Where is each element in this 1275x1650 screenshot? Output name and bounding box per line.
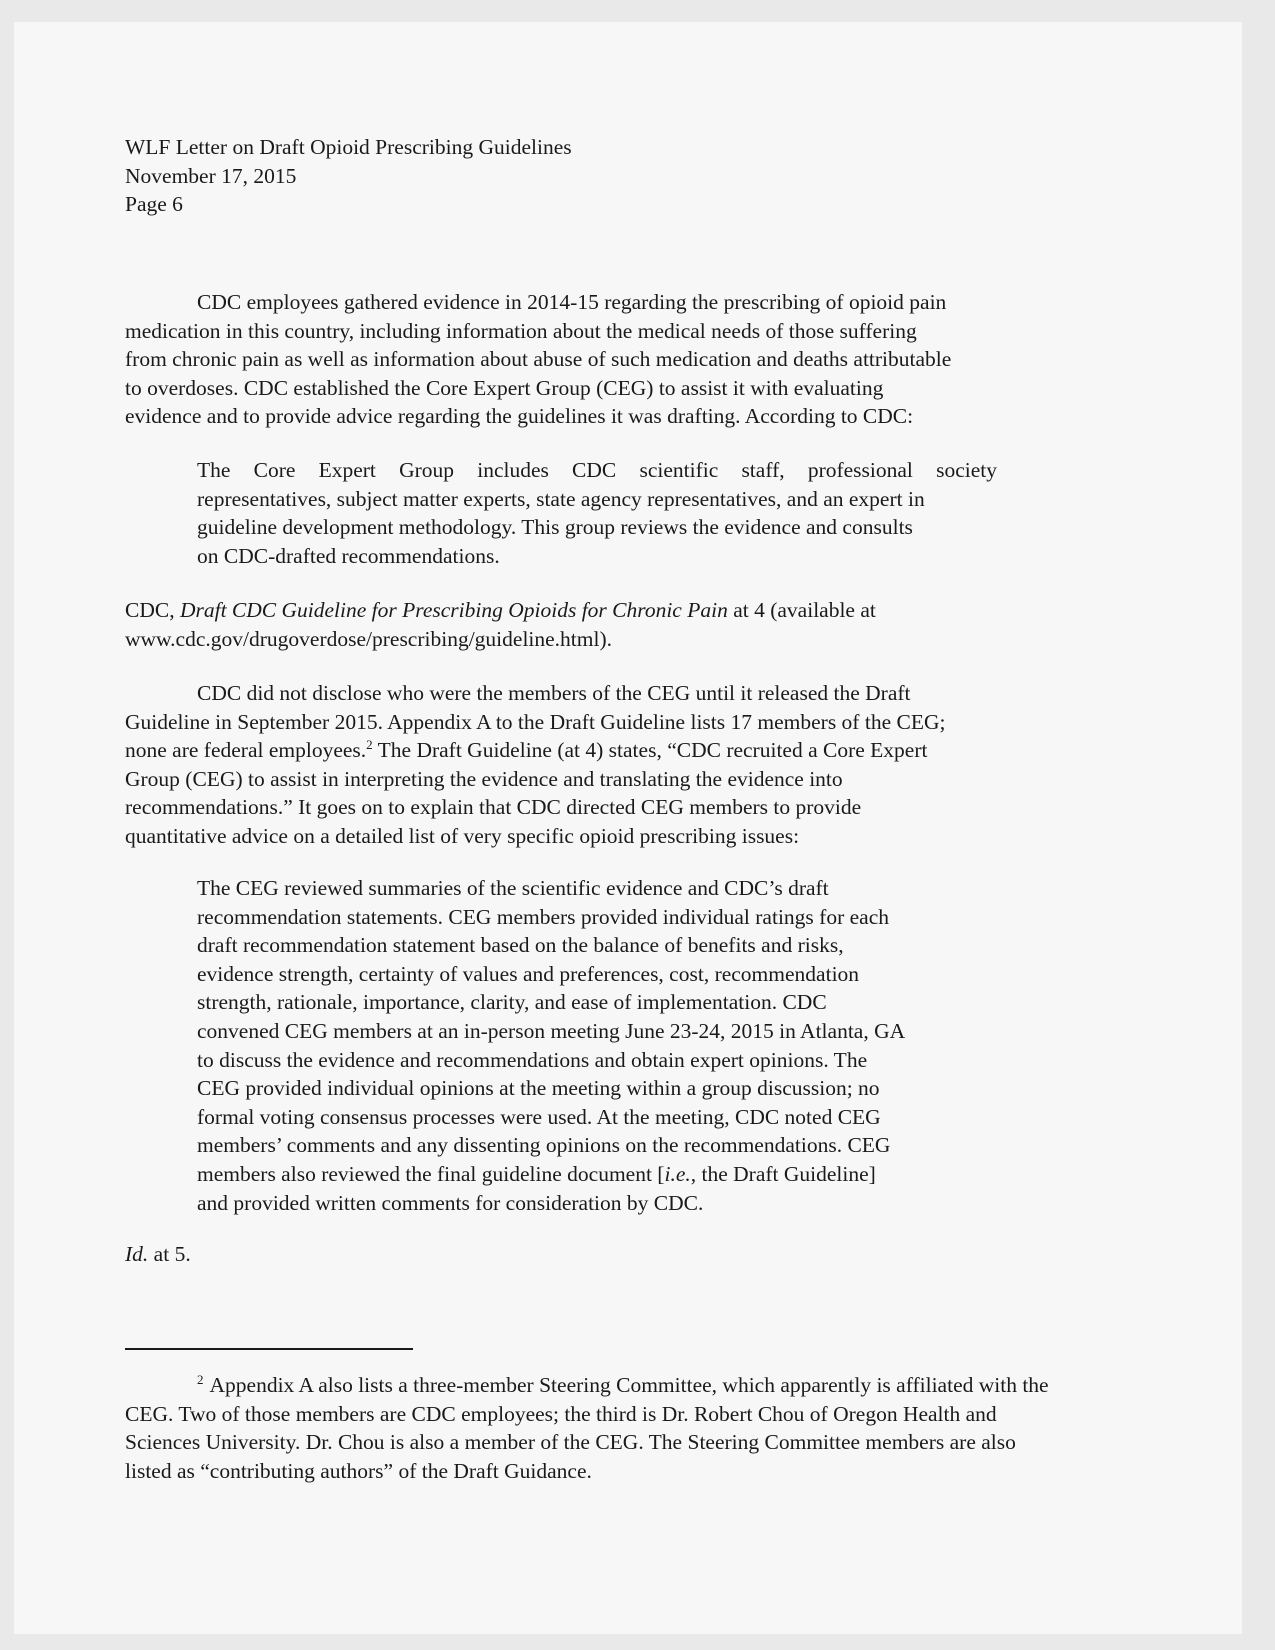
block-quote-line: The CEG reviewed summaries of the scientific evidence and CDC’s draft xyxy=(197,876,829,900)
header-date: November 17, 2015 xyxy=(125,163,297,188)
citation-2-id: Id. xyxy=(125,1242,149,1266)
block-quote-text: , the Draft Guideline] xyxy=(690,1161,876,1186)
paragraph-1-line: medication in this country, including information about the medical needs of those suffering xyxy=(125,318,917,343)
letter-header xyxy=(125,133,925,219)
citation-2-line xyxy=(125,1240,1055,1269)
block-quote-line: to discuss the evidence and recommendations and obtain expert opinions. The xyxy=(197,1047,868,1072)
header-page-number: Page 6 xyxy=(125,192,183,217)
citation-1-title: Draft CDC Guideline for Prescribing Opioids for Chronic Pain xyxy=(179,598,728,622)
block-quote-line: strength, rationale, importance, clarity, and ease of implementation. CDC xyxy=(197,990,827,1015)
block-quote-line: members’ comments and any dissenting opinions on the recommendations. CEG xyxy=(197,1133,891,1158)
block-quote-italic: i.e. xyxy=(664,1161,691,1186)
footnote-line: Steering Committee members are also listed as “contributing authors” of the Draft Guidance. xyxy=(125,1430,1016,1483)
paragraph-2-line: Group (CEG) to assist in interpreting the evidence and translating the evidence into xyxy=(125,766,843,791)
block-quote-2 xyxy=(197,874,997,1217)
block-quote-line: convened CEG members at an in-person meeting June 23-24, 2015 in Atlanta, GA xyxy=(197,1018,906,1043)
block-quote-line: evidence strength, certainty of values and preferences, cost, recommendation xyxy=(197,961,860,986)
citation-1 xyxy=(125,596,1055,653)
paragraph-2-line: quantitative advice on a detailed list of very specific opioid prescribing issues: xyxy=(125,823,800,848)
citation-1-prefix: CDC, xyxy=(125,598,180,622)
paragraph-1-line: evidence and to provide advice regarding the guidelines it was drafting. According to CDC: xyxy=(125,404,914,429)
block-quote-line: CEG provided individual opinions at the meeting within a group discussion; no xyxy=(197,1076,880,1101)
block-quote-line: and provided written comments for consideration by CDC. xyxy=(197,1190,704,1215)
block-quote-line: guideline development methodology. This group reviews the evidence and consults xyxy=(197,515,913,540)
block-quote-line: representatives, subject matter experts, state agency representatives, and an expert in xyxy=(197,486,925,511)
block-quote-line: recommendation statements. CEG members provided individual ratings for each xyxy=(197,904,889,929)
paragraph-1-line: to overdoses. CDC established the Core Expert Group (CEG) to assist it with evaluating xyxy=(125,375,884,400)
block-quote-line: formal voting consensus processes were used. At the meeting, CDC noted CEG xyxy=(197,1104,881,1129)
footnote-line: affiliated with the CEG. Two of those members are CDC employees; the third is Dr. Robert xyxy=(125,1373,1049,1426)
citation-2-pin: at 5. xyxy=(148,1242,191,1266)
block-quote-text: members also reviewed the final guideline document [ xyxy=(197,1161,665,1186)
block-quote-line: draft recommendation statement based on the balance of benefits and risks, xyxy=(197,933,844,958)
paragraph-2-line: CDC did not disclose who were the members of the CEG until it released the Draft xyxy=(197,681,911,705)
paragraph-2 xyxy=(125,679,1055,851)
block-quote-line xyxy=(197,1160,997,1189)
footnote-text: Appendix A also lists a three-member Steering Committee, which apparently is xyxy=(209,1373,891,1397)
citation-1-suffix: at 4 (available at xyxy=(727,598,876,622)
paragraph-2-line: recommendations.” It goes on to explain that CDC directed CEG members to provide xyxy=(125,795,862,820)
header-title: WLF Letter on Draft Opioid Prescribing Guidelines xyxy=(125,135,572,159)
footnote-2 xyxy=(125,1371,1055,1485)
paragraph-2-text: none are federal employees. xyxy=(125,738,367,763)
paragraph-1-line: CDC employees gathered evidence in 2014-15 regarding the prescribing of opioid pain xyxy=(197,290,947,314)
paragraph-2-line xyxy=(125,736,1055,765)
footnote-line xyxy=(125,1373,891,1397)
block-quote-1 xyxy=(197,456,997,570)
footnote-number: 2 xyxy=(197,1372,204,1387)
citation-1-url: www.cdc.gov/drugoverdose/prescribing/guideline.html). xyxy=(125,626,613,651)
footnote-line: Chou of Oregon Health and Sciences University. Dr. Chou is also a member of the CEG. The xyxy=(125,1401,997,1455)
citation-1-line xyxy=(125,596,1055,625)
paragraph-1 xyxy=(125,288,1055,431)
footnote-reference: 2 xyxy=(366,737,373,753)
footnote-separator xyxy=(125,1348,413,1350)
citation-2 xyxy=(125,1240,1055,1269)
paragraph-2-text: The Draft Guideline (at 4) states, “CDC recruited a Core Expert xyxy=(372,738,928,763)
block-quote-line: on CDC-drafted recommendations. xyxy=(197,543,500,568)
paragraph-2-line: Guideline in September 2015. Appendix A to the Draft Guideline lists 17 members of the CEG; xyxy=(125,709,946,734)
paragraph-1-line: from chronic pain as well as information about abuse of such medication and deaths attributable xyxy=(125,347,952,372)
block-quote-line: The Core Expert Group includes CDC scientific staff, professional society xyxy=(197,458,997,482)
